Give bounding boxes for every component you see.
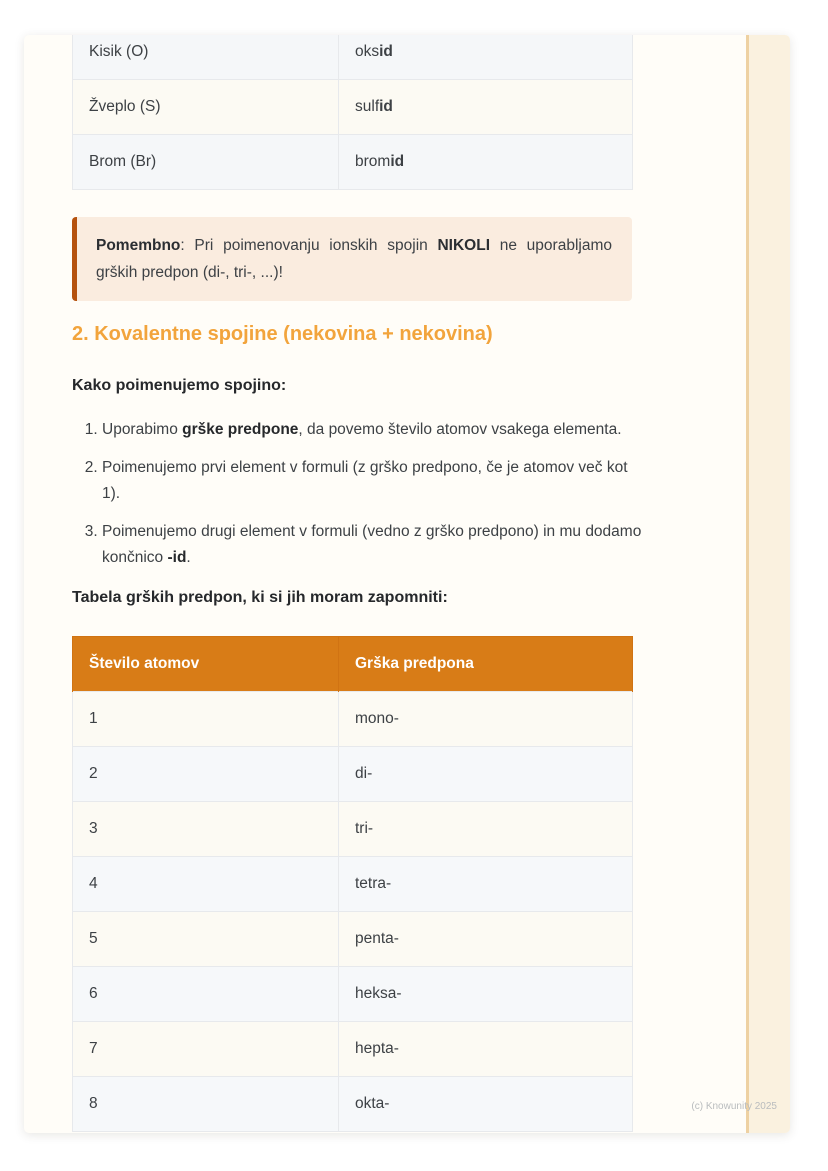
step-bold: -id <box>167 549 187 566</box>
step-text: Uporabimo <box>102 421 183 438</box>
prefix-cell: heksa- <box>339 967 633 1022</box>
element-cell: Brom (Br) <box>73 135 339 190</box>
ion-suffix-table <box>72 35 633 190</box>
table-row <box>73 35 633 80</box>
suffix-text: sulf <box>355 98 380 115</box>
callout-label: Pomembno <box>96 237 181 254</box>
step-text-end: , da povemo število atomov vsakega elementa. <box>298 421 622 438</box>
table-header-row <box>73 637 633 692</box>
important-callout <box>72 217 632 301</box>
callout-emphasis: NIKOLI <box>437 237 491 254</box>
table-row <box>73 967 633 1022</box>
prefix-cell: di- <box>339 747 633 802</box>
suffix-cell <box>339 135 633 190</box>
table-row <box>73 135 633 190</box>
count-cell: 1 <box>73 692 339 747</box>
suffix-text: oks <box>355 43 380 60</box>
suffix-bold: id <box>390 153 405 170</box>
count-cell: 8 <box>73 1077 339 1132</box>
list-item <box>102 455 644 507</box>
step-text: Poimenujemo drugi element v formuli (vedno z grško predpono) in mu dodamo končnico <box>102 523 642 566</box>
prefix-cell: tetra- <box>339 857 633 912</box>
naming-steps-list <box>72 417 644 571</box>
callout-body: : Pri poimenovanju ionskih spojin <box>180 237 438 254</box>
page-edge-strip <box>746 35 790 1133</box>
suffix-bold: id <box>379 43 393 60</box>
document-page <box>24 35 790 1133</box>
column-header-atom-count: Število atomov <box>73 637 339 692</box>
suffix-cell <box>339 35 633 80</box>
watermark: (c) Knowunity 2025 <box>691 1101 777 1112</box>
count-cell: 5 <box>73 912 339 967</box>
count-cell: 6 <box>73 967 339 1022</box>
element-cell: Žveplo (S) <box>73 80 339 135</box>
table-row <box>73 857 633 912</box>
table-row <box>73 912 633 967</box>
subheading: Kako poimenujemo spojino: <box>72 377 287 394</box>
suffix-bold: id <box>379 98 393 115</box>
count-cell: 3 <box>73 802 339 857</box>
list-item <box>102 417 644 443</box>
count-cell: 4 <box>73 857 339 912</box>
page-content <box>72 35 672 1132</box>
table-row <box>73 1022 633 1077</box>
count-cell: 2 <box>73 747 339 802</box>
callout-text <box>96 232 612 286</box>
table-row <box>73 80 633 135</box>
prefix-cell: mono- <box>339 692 633 747</box>
table-row <box>73 692 633 747</box>
prefix-cell: hepta- <box>339 1022 633 1077</box>
count-cell: 7 <box>73 1022 339 1077</box>
step-text: Poimenujemo prvi element v formuli (z grško predpono, če je atomov več kot 1). <box>102 459 628 502</box>
prefix-cell: penta- <box>339 912 633 967</box>
prefix-cell: tri- <box>339 802 633 857</box>
column-header-greek-prefix: Grška predpona <box>339 637 633 692</box>
table-row <box>73 1077 633 1132</box>
callout-body-end: ne uporabljamo grških predpon (di-, tri-, ...)! <box>96 237 612 281</box>
suffix-cell <box>339 80 633 135</box>
suffix-text: brom <box>355 153 391 170</box>
table-row <box>73 747 633 802</box>
list-item <box>102 519 644 571</box>
table-row <box>73 802 633 857</box>
table-intro: Tabela grških predpon, ki si jih moram zapomniti: <box>72 589 448 606</box>
element-cell: Kisik (O) <box>73 35 339 80</box>
section-heading: 2. Kovalentne spojine (nekovina + nekovina) <box>72 323 493 345</box>
prefix-cell: okta- <box>339 1077 633 1132</box>
step-text-end: . <box>186 549 191 566</box>
greek-prefix-table <box>72 636 633 1132</box>
step-bold: grške predpone <box>182 421 299 438</box>
